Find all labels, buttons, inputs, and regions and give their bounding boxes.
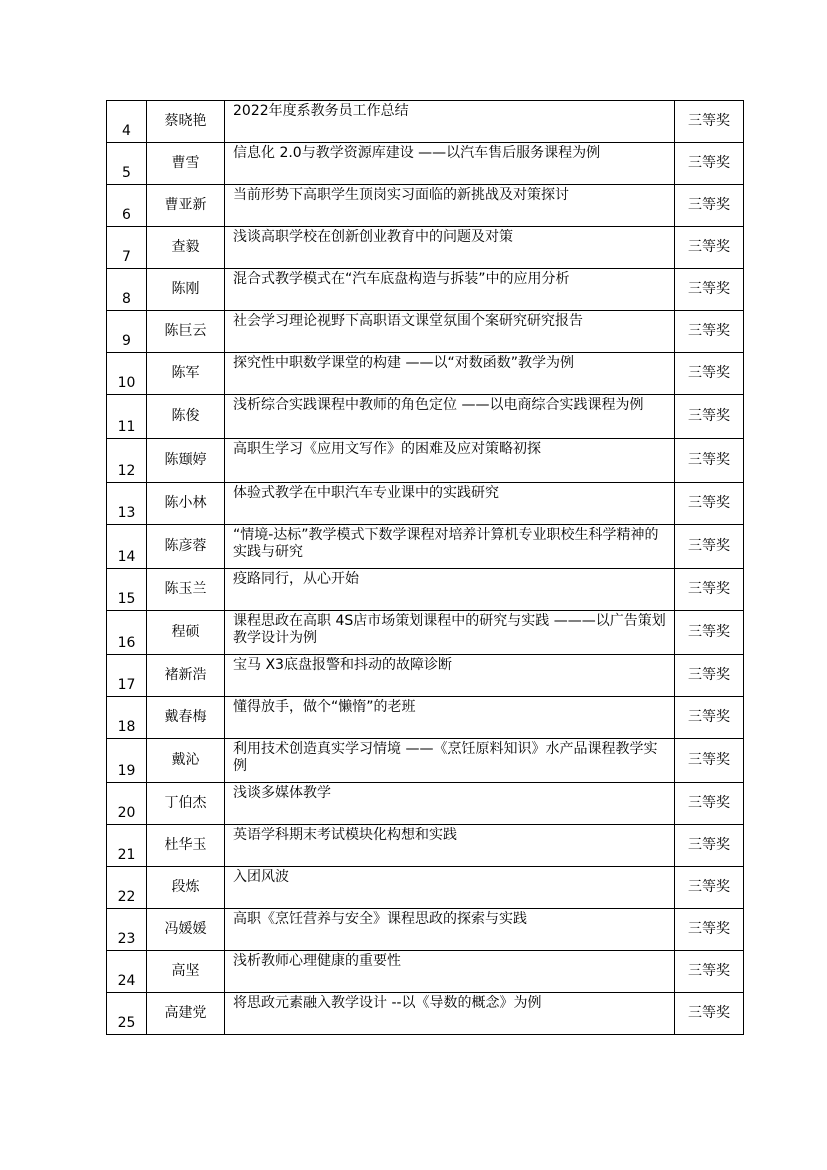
paper-title: 探究性中职数学课堂的构建 ——以“对数函数”教学为例 <box>225 353 675 395</box>
award-level: 三等奖 <box>675 825 744 867</box>
table-row <box>107 143 744 185</box>
author-name: 曹亚新 <box>147 185 225 227</box>
award-level: 三等奖 <box>675 569 744 611</box>
paper-title: 懂得放手，做个“懒惰”的老班 <box>225 697 675 739</box>
paper-title: 信息化 2.0与教学资源库建设 ——以汽车售后服务课程为例 <box>225 143 675 185</box>
award-level: 三等奖 <box>675 269 744 311</box>
author-name: 戴沁 <box>147 739 225 783</box>
row-number: 18 <box>107 697 147 739</box>
award-level: 三等奖 <box>675 353 744 395</box>
author-name: 丁伯杰 <box>147 783 225 825</box>
author-name: 陈巨云 <box>147 311 225 353</box>
row-number: 5 <box>107 143 147 185</box>
table-row <box>107 867 744 909</box>
table-row <box>107 825 744 867</box>
row-number: 14 <box>107 525 147 569</box>
table-row <box>107 655 744 697</box>
table-row <box>107 227 744 269</box>
author-name: 陈刚 <box>147 269 225 311</box>
paper-title: 当前形势下高职学生顶岗实习面临的新挑战及对策探讨 <box>225 185 675 227</box>
row-number: 25 <box>107 993 147 1035</box>
table-row <box>107 569 744 611</box>
paper-title: 疫路同行，从心开始 <box>225 569 675 611</box>
paper-title: “情境-达标”教学模式下数学课程对培养计算机专业职校生科学精神的实践与研究 <box>225 525 675 569</box>
paper-title: 英语学科期末考试模块化构想和实践 <box>225 825 675 867</box>
row-number: 6 <box>107 185 147 227</box>
award-level: 三等奖 <box>675 909 744 951</box>
row-number: 12 <box>107 439 147 483</box>
paper-title: 浅谈多媒体教学 <box>225 783 675 825</box>
author-name: 褚新浩 <box>147 655 225 697</box>
row-number: 8 <box>107 269 147 311</box>
author-name: 陈军 <box>147 353 225 395</box>
award-level: 三等奖 <box>675 185 744 227</box>
paper-title: 宝马 X3底盘报警和抖动的故障诊断 <box>225 655 675 697</box>
row-number: 9 <box>107 311 147 353</box>
award-level: 三等奖 <box>675 101 744 143</box>
award-level: 三等奖 <box>675 311 744 353</box>
row-number: 10 <box>107 353 147 395</box>
table-row <box>107 439 744 483</box>
author-name: 高建党 <box>147 993 225 1035</box>
award-level: 三等奖 <box>675 143 744 185</box>
row-number: 7 <box>107 227 147 269</box>
row-number: 16 <box>107 611 147 655</box>
table-row <box>107 697 744 739</box>
author-name: 陈俊 <box>147 395 225 439</box>
row-number: 23 <box>107 909 147 951</box>
table-row <box>107 909 744 951</box>
paper-title: 高职《烹饪营养与安全》课程思政的探索与实践 <box>225 909 675 951</box>
row-number: 21 <box>107 825 147 867</box>
award-level: 三等奖 <box>675 611 744 655</box>
author-name: 陈颋婷 <box>147 439 225 483</box>
table-row <box>107 185 744 227</box>
table-row <box>107 611 744 655</box>
row-number: 11 <box>107 395 147 439</box>
paper-title: 体验式教学在中职汽车专业课中的实践研究 <box>225 483 675 525</box>
author-name: 冯媛媛 <box>147 909 225 951</box>
award-level: 三等奖 <box>675 483 744 525</box>
author-name: 程硕 <box>147 611 225 655</box>
paper-title: 浅析教师心理健康的重要性 <box>225 951 675 993</box>
award-level: 三等奖 <box>675 783 744 825</box>
author-name: 高坚 <box>147 951 225 993</box>
row-number: 15 <box>107 569 147 611</box>
table-row <box>107 269 744 311</box>
table-row <box>107 993 744 1035</box>
award-level: 三等奖 <box>675 655 744 697</box>
paper-title: 利用技术创造真实学习情境 ——《烹饪原料知识》水产品课程教学实例 <box>225 739 675 783</box>
paper-title: 将思政元素融入教学设计 --以《导数的概念》为例 <box>225 993 675 1035</box>
row-number: 20 <box>107 783 147 825</box>
row-number: 13 <box>107 483 147 525</box>
author-name: 戴春梅 <box>147 697 225 739</box>
author-name: 曹雪 <box>147 143 225 185</box>
author-name: 陈玉兰 <box>147 569 225 611</box>
paper-title: 课程思政在高职 4S店市场策划课程中的研究与实践 ———以广告策划教学设计为例 <box>225 611 675 655</box>
author-name: 段炼 <box>147 867 225 909</box>
table-row <box>107 739 744 783</box>
row-number: 22 <box>107 867 147 909</box>
table-row <box>107 951 744 993</box>
table-row <box>107 483 744 525</box>
award-list-table <box>106 100 744 1035</box>
award-level: 三等奖 <box>675 867 744 909</box>
award-level: 三等奖 <box>675 697 744 739</box>
author-name: 陈彦蓉 <box>147 525 225 569</box>
award-level: 三等奖 <box>675 525 744 569</box>
paper-title: 混合式教学模式在“汽车底盘构造与拆装”中的应用分析 <box>225 269 675 311</box>
author-name: 查毅 <box>147 227 225 269</box>
award-table-body <box>107 101 744 1035</box>
author-name: 陈小林 <box>147 483 225 525</box>
table-row <box>107 101 744 143</box>
row-number: 17 <box>107 655 147 697</box>
table-row <box>107 525 744 569</box>
paper-title: 社会学习理论视野下高职语文课堂氛围个案研究研究报告 <box>225 311 675 353</box>
paper-title: 浅谈高职学校在创新创业教育中的问题及对策 <box>225 227 675 269</box>
table-row <box>107 353 744 395</box>
award-level: 三等奖 <box>675 227 744 269</box>
award-level: 三等奖 <box>675 395 744 439</box>
paper-title: 入团风波 <box>225 867 675 909</box>
table-row <box>107 783 744 825</box>
row-number: 4 <box>107 101 147 143</box>
paper-title: 2022年度系教务员工作总结 <box>225 101 675 143</box>
award-level: 三等奖 <box>675 951 744 993</box>
row-number: 24 <box>107 951 147 993</box>
award-level: 三等奖 <box>675 993 744 1035</box>
table-row <box>107 311 744 353</box>
author-name: 杜华玉 <box>147 825 225 867</box>
author-name: 蔡晓艳 <box>147 101 225 143</box>
award-level: 三等奖 <box>675 739 744 783</box>
award-level: 三等奖 <box>675 439 744 483</box>
paper-title: 浅析综合实践课程中教师的角色定位 ——以电商综合实践课程为例 <box>225 395 675 439</box>
paper-title: 高职生学习《应用文写作》的困难及应对策略初探 <box>225 439 675 483</box>
table-row <box>107 395 744 439</box>
row-number: 19 <box>107 739 147 783</box>
